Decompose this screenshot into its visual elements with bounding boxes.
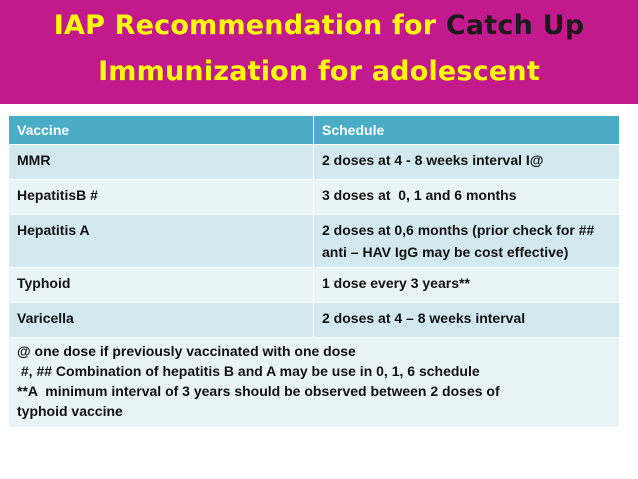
- vaccine-cell: MMR: [9, 145, 314, 180]
- footnote-line: typhoid vaccine: [17, 403, 123, 419]
- title-text-yellow: IAP Recommendation for: [53, 10, 446, 41]
- table-row: [9, 268, 620, 303]
- table-row: [9, 303, 620, 338]
- footnote-line: #, ## Combination of hepatitis B and A may be use in 0, 1, 6 schedule: [17, 363, 480, 379]
- header-schedule: Schedule: [314, 116, 620, 145]
- immunization-table: [8, 115, 620, 428]
- footnotes-cell: [9, 338, 620, 428]
- slide-title-line-2: Immunization for adolescent: [98, 56, 540, 87]
- schedule-cell: 2 doses at 4 - 8 weeks interval I@: [314, 145, 620, 180]
- vaccine-cell: Varicella: [9, 303, 314, 338]
- title-band: [0, 0, 638, 104]
- footnote-line: **A minimum interval of 3 years should be observed between 2 doses of: [17, 383, 500, 399]
- schedule-cell: 2 doses at 4 – 8 weeks interval: [314, 303, 620, 338]
- slide-title-line-1: [0, 10, 638, 41]
- schedule-cell: 3 doses at 0, 1 and 6 months: [314, 180, 620, 215]
- table-row: [9, 180, 620, 215]
- vaccine-cell: Hepatitis A: [9, 215, 314, 268]
- footnote-line: @ one dose if previously vaccinated with one dose: [17, 343, 356, 359]
- table-row: [9, 215, 620, 268]
- table-header-row: [9, 116, 620, 145]
- schedule-cell: 2 doses at 0,6 months (prior check for ## anti – HAV IgG may be cost effective): [314, 215, 620, 268]
- vaccine-cell: HepatitisB #: [9, 180, 314, 215]
- vaccine-cell: Typhoid: [9, 268, 314, 303]
- header-vaccine: Vaccine: [9, 116, 314, 145]
- title-text-highlight: Catch Up: [445, 10, 585, 41]
- footnotes-row: [9, 338, 620, 428]
- table-row: [9, 145, 620, 180]
- schedule-cell: 1 dose every 3 years**: [314, 268, 620, 303]
